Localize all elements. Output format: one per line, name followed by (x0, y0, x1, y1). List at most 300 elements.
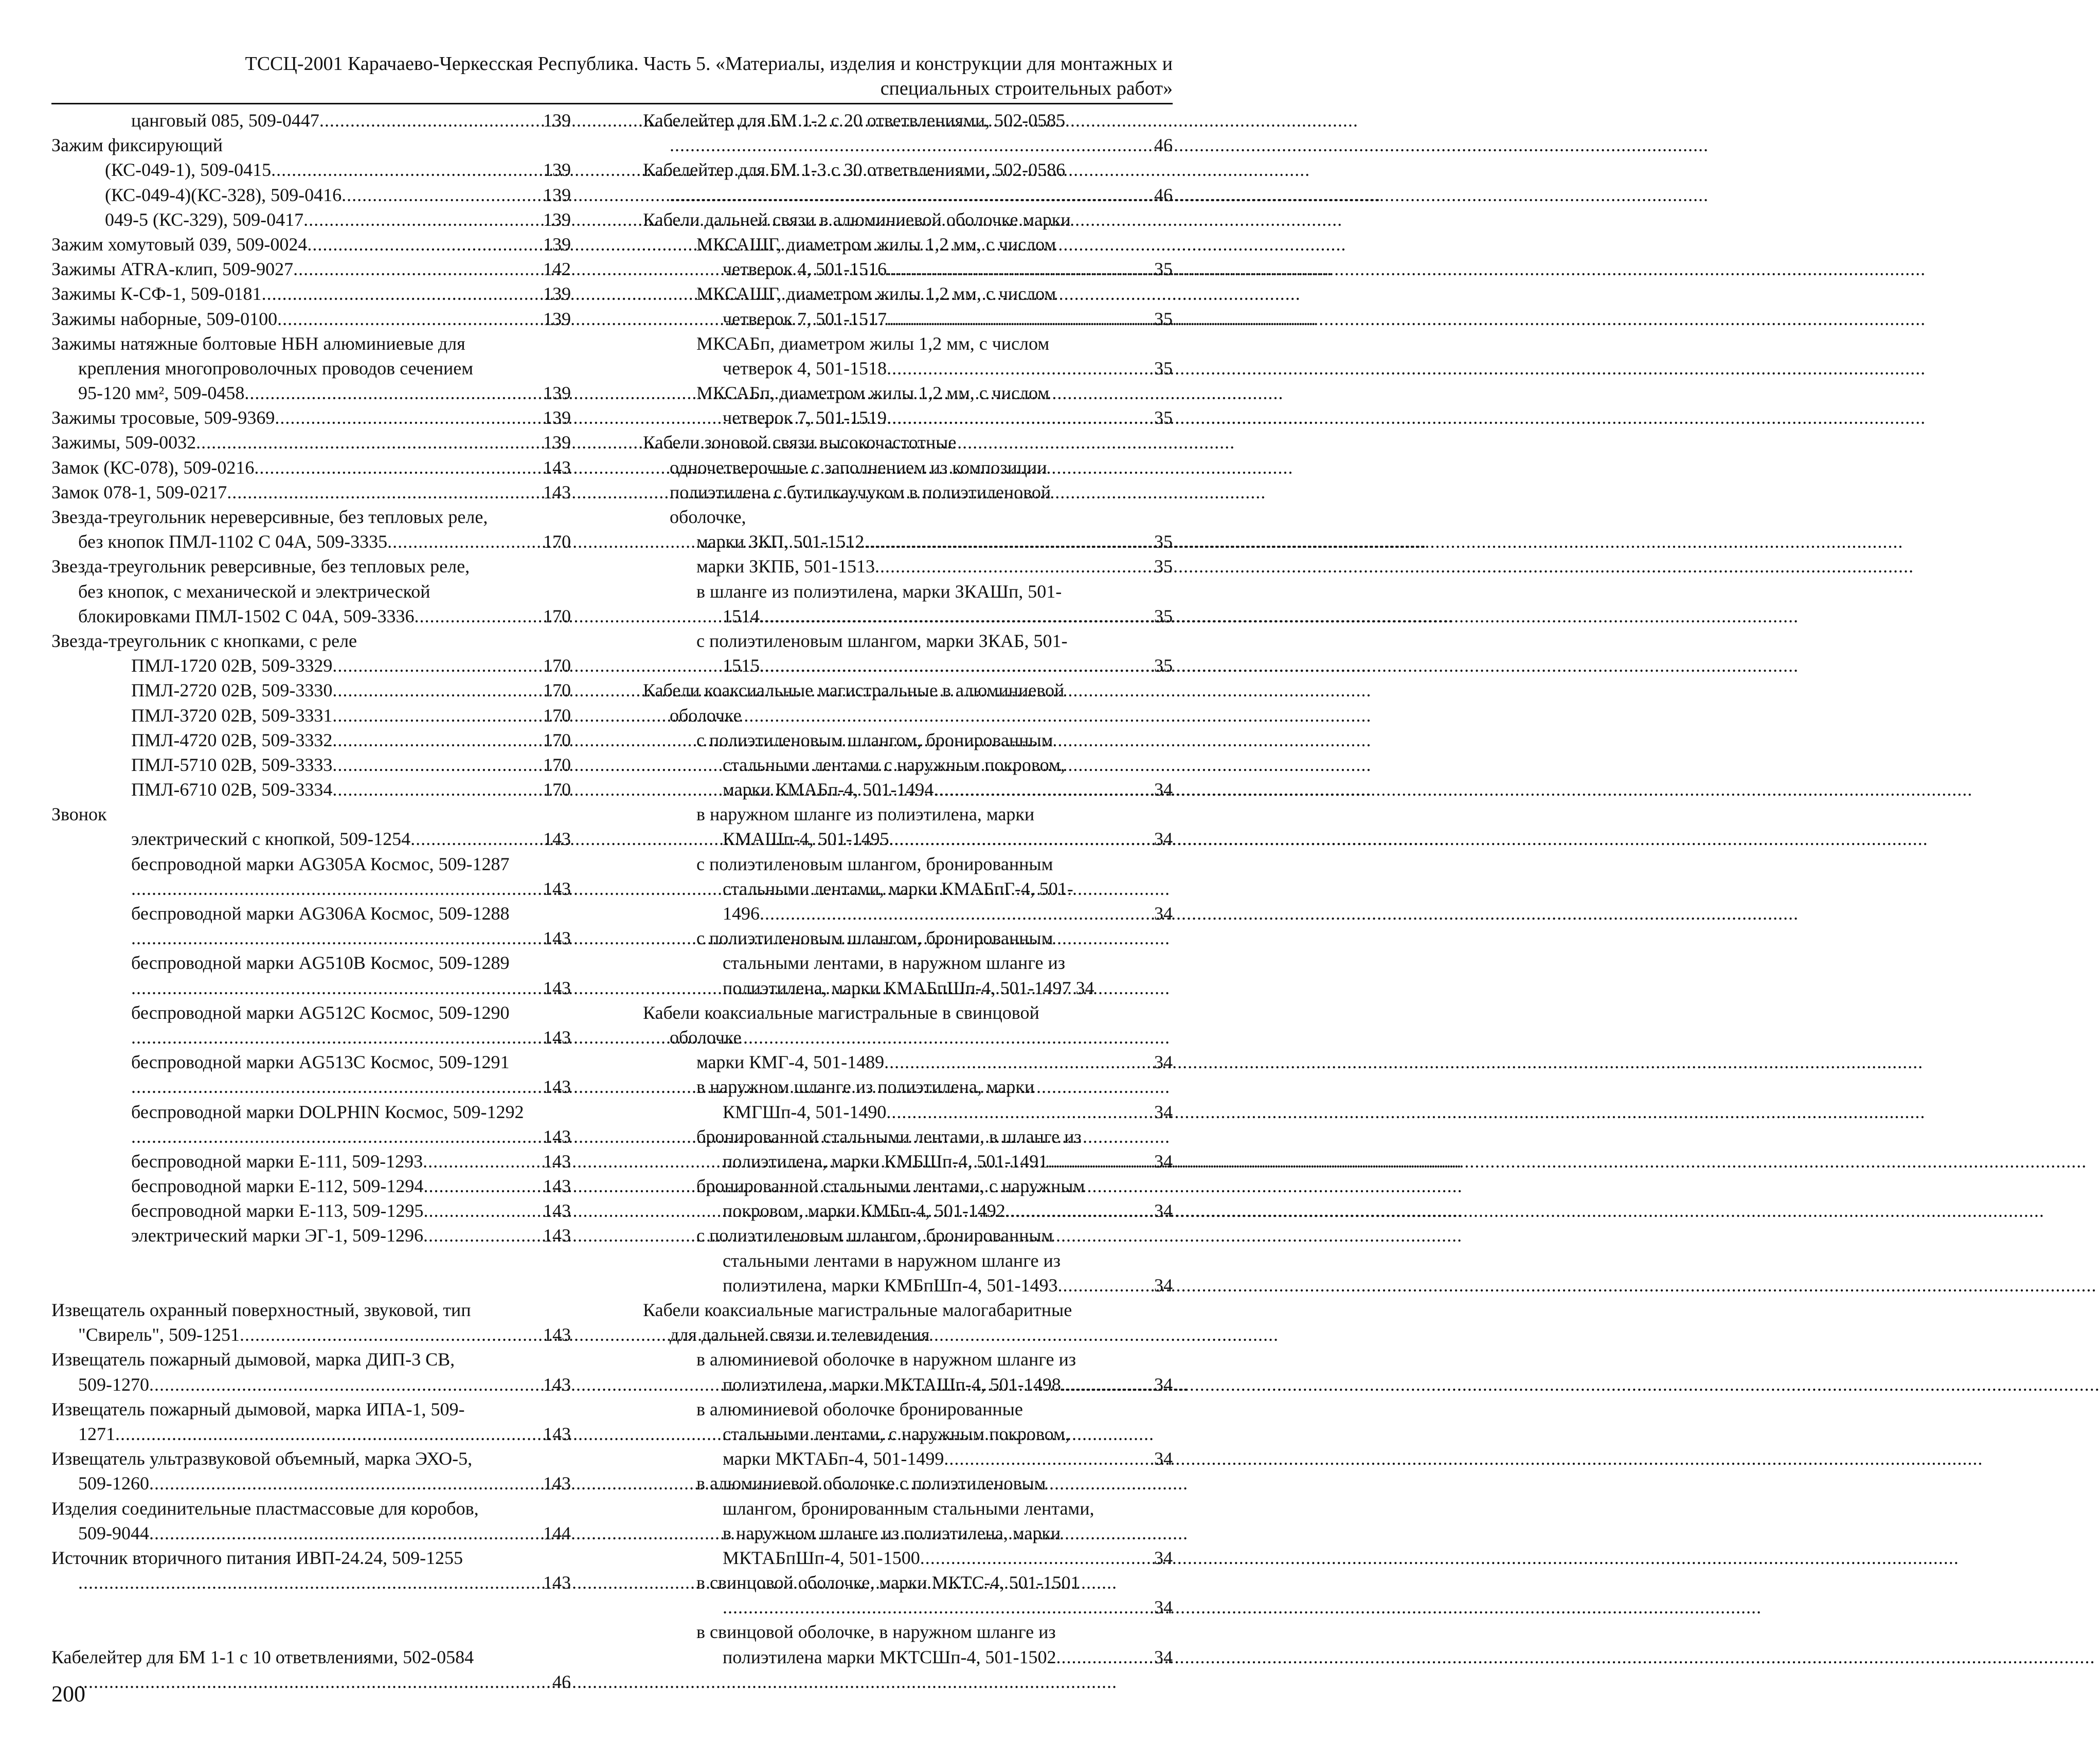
index-entry (643, 1322, 1173, 1347)
entry-text: стальными лентами, с наружным покровом, (723, 1423, 1070, 1444)
entry-text: беспроводной марки AG306A Космос, 509-1288 (131, 903, 510, 924)
dot-leader (889, 826, 1153, 851)
index-entry (643, 1074, 1173, 1099)
index-entry (643, 1570, 1173, 1595)
index-entry (51, 1322, 571, 1347)
index-entry (643, 976, 1173, 1000)
entry-text: четверок 4, 501-1516 (723, 259, 887, 280)
entry-text: беспроводной марки AG513C Космос, 509-1291 (131, 1052, 510, 1073)
index-entry (51, 876, 571, 901)
entry-text: марки ЗКПБ, 501-1513 (696, 556, 875, 577)
index-entry (51, 554, 571, 579)
dot-leader (115, 1422, 542, 1446)
entry-page-number: 34 (1154, 1597, 1173, 1618)
spacer (51, 1595, 571, 1620)
dot-leader (886, 1100, 1153, 1124)
index-entry (643, 505, 1173, 529)
dot-leader (78, 1570, 542, 1595)
dot-leader (196, 430, 542, 455)
entry-text: ПМЛ-1720 02В, 509-3329 (131, 655, 333, 676)
dot-leader (319, 108, 542, 133)
spacer (51, 1248, 571, 1273)
entry-page-number: 143 (543, 1374, 571, 1395)
entry-text: стальными лентами, марки КМАБпГ-4, 501- (723, 878, 1073, 899)
entry-page-number: 170 (543, 655, 571, 676)
index-entry (643, 777, 1173, 802)
dot-leader (332, 728, 542, 752)
index-entry (51, 1074, 571, 1099)
entry-page-number: 143 (543, 1150, 571, 1172)
entry-page-number: 34 (1154, 1150, 1173, 1172)
index-entry (51, 405, 571, 430)
entry-text: крепления многопроволочных проводов сечением (78, 357, 473, 379)
dot-leader (131, 926, 542, 950)
dot-leader (1057, 1273, 1153, 1298)
entry-text: марки МКТАБп-4, 501-1499 (723, 1448, 944, 1469)
index-entry (643, 331, 1173, 356)
entry-text: 509-1270 (78, 1374, 149, 1395)
dot-leader (423, 1149, 542, 1174)
entry-text: в алюминиевой оболочке бронированные (696, 1398, 1023, 1419)
index-entry (643, 1000, 1173, 1025)
dot-leader (293, 257, 542, 281)
index-entry (643, 207, 1173, 232)
entry-page-number: 34 (1154, 1274, 1173, 1296)
index-entry (51, 752, 571, 777)
index-entry (51, 1100, 571, 1124)
running-header (51, 51, 1173, 101)
index-entry (643, 1174, 1173, 1198)
entry-text: марки ЗКП, 501-1512 (696, 531, 865, 552)
index-entry (51, 281, 571, 306)
index-entry (51, 976, 571, 1000)
index-entry (51, 1545, 571, 1570)
entry-text: стальными лентами, в наружном шланге из (723, 952, 1065, 974)
entry-page-number: 46 (552, 1671, 571, 1692)
index-entry (643, 728, 1173, 752)
dot-leader (303, 207, 542, 232)
entry-text: оболочке (670, 705, 742, 726)
dot-leader (887, 257, 1153, 281)
index-entry (643, 802, 1173, 826)
entry-text: беспроводной марки AG510B Космос, 509-1289 (131, 952, 510, 974)
index-entry (643, 1521, 1173, 1545)
entry-page-number: 34 (1154, 1547, 1173, 1568)
index-entry (643, 678, 1173, 703)
index-entry (643, 529, 1173, 554)
header-rule (51, 103, 1173, 104)
entry-text: МКСАБп, диаметром жилы 1,2 мм, с числом (696, 333, 1050, 354)
entry-page-number: 35 (1154, 357, 1173, 379)
index-entry (51, 257, 571, 281)
entry-text: полиэтилена, марки КМБШп-4, 501-1491 (723, 1150, 1048, 1172)
entry-text: с полиэтиленовым шлангом, бронированным (696, 729, 1053, 750)
entry-page-number: 139 (543, 184, 571, 205)
index-entry (51, 678, 571, 703)
index-entry (51, 1174, 571, 1198)
index-entry (51, 703, 571, 728)
entry-text: 509-1260 (78, 1473, 149, 1494)
index-entry (643, 1372, 1173, 1397)
entry-text: электрический марки ЭГ-1, 509-1296 (131, 1225, 424, 1246)
dot-leader (415, 604, 542, 628)
index-entry (643, 1422, 1173, 1446)
index-entry (51, 826, 571, 851)
dot-leader (275, 405, 542, 430)
index-entry (643, 133, 1173, 157)
index-entry (51, 1645, 571, 1669)
dot-leader (78, 1669, 551, 1694)
entry-page-number: 143 (543, 481, 571, 502)
dot-leader (875, 554, 1153, 579)
dot-leader (149, 1471, 542, 1496)
index-entry (643, 1248, 1173, 1273)
index-entry (643, 1198, 1173, 1223)
entry-text: полиэтилена, марки КМАБпШп-4, 501-1497 34 (723, 977, 1094, 998)
dot-leader (387, 529, 542, 554)
entry-page-number: 34 (1154, 829, 1173, 850)
dot-leader (887, 307, 1153, 331)
index-entry (643, 703, 1173, 728)
entry-page-number: 35 (1154, 308, 1173, 329)
entry-page-number: 139 (543, 308, 571, 329)
entry-text: в свинцовой оболочке, в наружном шланге из (696, 1622, 1056, 1643)
dot-leader (1061, 1372, 1153, 1397)
dot-leader (760, 901, 1153, 926)
index-entry (51, 1025, 571, 1050)
dot-leader (131, 976, 542, 1000)
entry-text: в наружном шланге из полиэтилена, марки (696, 804, 1035, 825)
index-entry (643, 157, 1173, 182)
entry-page-number: 142 (543, 259, 571, 280)
dot-leader (342, 183, 542, 207)
entry-text: стальными лентами с наружным покровом, (723, 754, 1065, 775)
index-entry (51, 430, 571, 455)
dot-leader (760, 604, 1153, 628)
index-entry (51, 777, 571, 802)
entry-page-number: 35 (1154, 259, 1173, 280)
entry-text: полиэтилена с бутилкаучуком в полиэтиленовой (670, 481, 1051, 502)
entry-page-number: 139 (543, 110, 571, 131)
entry-page-number: 35 (1154, 556, 1173, 577)
entry-text: стальными лентами в наружном шланге из (723, 1250, 1061, 1271)
entry-text: Кабели дальней связи в алюминиевой оболочке марки (643, 209, 1071, 230)
spacer (51, 1620, 571, 1644)
index-entry (51, 1422, 571, 1446)
entry-text: Изделия соединительные пластмассовые для коробов, (51, 1498, 479, 1519)
entry-page-number: 35 (1154, 605, 1173, 626)
entry-page-number: 170 (543, 531, 571, 552)
index-entry (643, 281, 1173, 306)
entry-page-number: 170 (543, 779, 571, 800)
entry-text: Зажим хомутовый 039, 509-0024 (51, 233, 308, 255)
entry-text: беспроводной марки AG305A Космос, 509-1287 (131, 853, 510, 874)
entry-text: Зажимы тросовые, 509-9369 (51, 407, 275, 428)
entry-page-number: 143 (543, 1473, 571, 1494)
index-entry (643, 1025, 1173, 1050)
dot-leader (1006, 1198, 1153, 1223)
dot-leader (332, 703, 542, 728)
dot-leader (944, 1446, 1153, 1471)
index-entry (643, 1100, 1173, 1124)
entry-text: без кнопок, с механической и электрической (78, 581, 430, 602)
entry-text: четверок 7, 501-1517 (723, 308, 887, 329)
dot-leader (240, 1322, 542, 1347)
index-entry (643, 183, 1173, 207)
entry-page-number: 143 (543, 1076, 571, 1098)
entry-text: покровом, марки КМБп-4, 501-1492 (723, 1200, 1006, 1221)
entry-text: Зажим фиксирующий (51, 135, 223, 156)
entry-text: Кабелейтер для БМ 1-3 с 30 ответвлениями, 502-0586 (643, 159, 1066, 181)
dot-leader (864, 529, 1153, 554)
entry-page-number: 170 (543, 680, 571, 701)
entry-text: ПМЛ-6710 02В, 509-3334 (131, 779, 333, 800)
entry-page-number: 34 (1154, 779, 1173, 800)
index-entry (51, 1372, 571, 1397)
index-entry (643, 554, 1173, 579)
dot-leader (307, 232, 542, 257)
entry-text: Звезда-треугольник реверсивные, без тепловых реле, (51, 556, 470, 577)
index-entry (51, 1298, 571, 1322)
entry-page-number: 170 (543, 605, 571, 626)
entry-page-number: 35 (1154, 531, 1173, 552)
entry-text: электрический с кнопкой, 509-1254 (131, 829, 411, 850)
index-entry (643, 356, 1173, 381)
index-entry (51, 926, 571, 950)
dot-leader (723, 1595, 1153, 1620)
index-entry (51, 852, 571, 876)
dot-leader (332, 777, 542, 802)
entry-text: в наружном шланге из полиэтилена, марки (723, 1522, 1061, 1543)
entry-text: Извещатель охранный поверхностный, звуковой, тип (51, 1300, 471, 1320)
entry-text: Зажимы наборные, 509-0100 (51, 308, 278, 329)
entry-text: ПМЛ-2720 02В, 509-3330 (131, 680, 333, 701)
dot-leader (262, 281, 542, 306)
index-entry (51, 1496, 571, 1521)
entry-text: полиэтилена, марки КМБпШп-4, 501-1493 (723, 1274, 1058, 1296)
index-entry (643, 1471, 1173, 1496)
dot-leader (760, 653, 1153, 678)
entry-text: беспроводной марки Е-111, 509-1293 (131, 1150, 423, 1172)
entry-text: ПМЛ-5710 02В, 509-3333 (131, 754, 333, 775)
dot-leader (254, 455, 542, 480)
entry-text: Звонок (51, 804, 107, 825)
index-entry (643, 381, 1173, 405)
spacer (51, 1273, 571, 1298)
index-entry (643, 1124, 1173, 1149)
dot-leader (332, 678, 542, 703)
index-entry (51, 950, 571, 975)
index-entry (643, 628, 1173, 653)
index-entry (643, 926, 1173, 950)
index-entry (643, 455, 1173, 480)
entry-page-number: 35 (1154, 655, 1173, 676)
entry-text: цанговый 085, 509-0447 (131, 110, 319, 131)
dot-leader (332, 752, 542, 777)
dot-leader (277, 307, 542, 331)
index-entry (51, 1050, 571, 1074)
entry-page-number: 34 (1154, 1052, 1173, 1073)
index-entry (643, 752, 1173, 777)
entry-text: Источник вторичного питания ИВП-24.24, 509-1255 (51, 1547, 463, 1568)
entry-text: марки КМГ-4, 501-1489 (696, 1052, 885, 1073)
index-entry (643, 901, 1173, 926)
entry-text: МКТАБпШп-4, 501-1500 (723, 1547, 920, 1568)
index-entry (51, 1223, 571, 1248)
index-column-right (643, 108, 1173, 1669)
dot-leader (887, 356, 1153, 381)
index-entry (51, 480, 571, 505)
entry-page-number: 143 (543, 1423, 571, 1444)
index-entry (51, 307, 571, 331)
entry-text: КМГШп-4, 501-1490 (723, 1101, 887, 1122)
dot-leader (410, 826, 542, 851)
entry-page-number: 170 (543, 705, 571, 726)
index-entry (51, 1149, 571, 1174)
index-entry (51, 331, 571, 356)
index-entry (643, 1347, 1173, 1372)
entry-page-number: 46 (1154, 184, 1173, 205)
header-line-1: ТССЦ-2001 Карачаево-Черкесская Республика. Часть 5. «Материалы, изделия и конструкции для монтажных и (245, 53, 1173, 75)
dot-leader (670, 183, 1153, 207)
dot-leader (131, 1025, 542, 1050)
entry-page-number: 34 (1154, 1448, 1173, 1469)
entry-text: Кабели коаксиальные магистральные в свинцовой (643, 1002, 1039, 1023)
index-entry (51, 653, 571, 678)
index-entry (643, 1620, 1173, 1644)
entry-page-number: 143 (543, 1225, 571, 1246)
index-entry (643, 826, 1173, 851)
index-entry (643, 1545, 1173, 1570)
entry-text: Зажимы, 509-0032 (51, 432, 196, 453)
dot-leader (423, 1174, 542, 1198)
dot-leader (271, 157, 542, 182)
entry-text: Зажимы натяжные болтовые НБН алюминиевые для (51, 333, 465, 354)
index-entry (643, 1050, 1173, 1074)
entry-text: Кабели коаксиальные магистральные малогабаритные (643, 1300, 1072, 1320)
entry-text: с полиэтиленовым шлангом, марки ЗКАБ, 501- (696, 630, 1068, 651)
entry-text: Кабели коаксиальные магистральные в алюминиевой (643, 680, 1065, 701)
entry-text: Звезда-треугольник нереверсивные, без тепловых реле, (51, 507, 488, 527)
entry-page-number: 139 (543, 383, 571, 404)
entry-text: с полиэтиленовым шлангом, бронированным (696, 853, 1053, 874)
entry-text: бронированной стальными лентами, с наружным (696, 1176, 1085, 1197)
dot-leader (1048, 1149, 1153, 1174)
entry-text: в наружном шланге из полиэтилена, марки (696, 1076, 1035, 1098)
entry-text: одночетверочные с заполнением из композиции (670, 457, 1047, 478)
entry-text: марки КМАБп-4, 501-1494 (723, 779, 934, 800)
index-entry (643, 257, 1173, 281)
entry-page-number: 46 (1154, 135, 1173, 156)
dot-leader (887, 405, 1153, 430)
entry-page-number: 170 (543, 729, 571, 750)
index-entry (51, 1669, 571, 1694)
index-entry (643, 950, 1173, 975)
entry-text: в алюминиевой оболочке с полиэтиленовым (696, 1473, 1046, 1494)
page-number: 200 (51, 1681, 85, 1706)
entry-text: 1514 (723, 605, 760, 626)
index-entry (51, 901, 571, 926)
entry-text: "Свирель", 509-1251 (78, 1324, 240, 1345)
index-entry (51, 728, 571, 752)
entry-text: 1496 (723, 903, 760, 924)
dot-leader (131, 876, 542, 901)
entry-page-number: 143 (543, 928, 571, 949)
entry-text: 95-120 мм², 509-0458 (78, 383, 245, 404)
entry-page-number: 143 (543, 829, 571, 850)
entry-text: оболочке, (670, 507, 746, 527)
entry-text: беспроводной марки Е-113, 509-1295 (131, 1200, 424, 1221)
index-entry (643, 604, 1173, 628)
index-entry (51, 529, 571, 554)
dot-leader (670, 133, 1153, 157)
index-entry (51, 1198, 571, 1223)
dot-leader (332, 653, 542, 678)
index-entry (643, 1595, 1173, 1620)
entry-page-number: 144 (543, 1522, 571, 1543)
entry-page-number: 143 (543, 878, 571, 899)
index-entry (643, 1397, 1173, 1422)
entry-text: с полиэтиленовым шлангом, бронированным (696, 1225, 1053, 1246)
entry-text: Зажимы ATRA-клип, 509-9027 (51, 259, 294, 280)
entry-text: Извещатель ультразвуковой объемный, марка ЭХО-5, (51, 1448, 473, 1469)
entry-text: беспроводной марки AG512C Космос, 509-1290 (131, 1002, 510, 1023)
entry-text: без кнопок ПМЛ-1102 С 04А, 509-3335 (78, 531, 388, 552)
entry-page-number: 143 (543, 1126, 571, 1147)
header-line-2: специальных строительных работ» (880, 78, 1173, 99)
entry-text: Извещатель пожарный дымовой, марка ДИП-3 СВ, (51, 1349, 455, 1370)
entry-page-number: 143 (543, 1176, 571, 1197)
entry-page-number: 139 (543, 432, 571, 453)
entry-text: для дальней связи и телевидения (670, 1324, 930, 1345)
entry-page-number: 139 (543, 159, 571, 181)
entry-page-number: 170 (543, 754, 571, 775)
entry-text: с полиэтиленовым шлангом, бронированным (696, 928, 1053, 949)
entry-text: ПМЛ-4720 02В, 509-3332 (131, 729, 333, 750)
dot-leader (1056, 1645, 1153, 1669)
entry-page-number: 139 (543, 283, 571, 304)
index-entry (51, 232, 571, 257)
entry-text: МКСАШГ, диаметром жилы 1,2 мм, с числом (696, 283, 1056, 304)
entry-page-number: 34 (1154, 1101, 1173, 1122)
index-entry (51, 157, 571, 182)
entry-page-number: 143 (543, 977, 571, 998)
entry-text: оболочке (670, 1027, 742, 1048)
index-entry (643, 579, 1173, 604)
dot-leader (149, 1372, 542, 1397)
index-entry (51, 183, 571, 207)
entry-page-number: 143 (543, 1200, 571, 1221)
index-entry (51, 505, 571, 529)
index-entry (51, 207, 571, 232)
entry-text: 049-5 (КС-329), 509-0417 (105, 209, 304, 230)
entry-text: полиэтилена, марки МКТАШп-4, 501-1498 (723, 1374, 1061, 1395)
entry-text: Кабелейтер для БМ 1-1 с 10 ответвлениями, 502-0584 (51, 1646, 474, 1667)
index-entry (51, 1000, 571, 1025)
index-entry (51, 1471, 571, 1496)
dot-leader (884, 1050, 1153, 1074)
entry-text: блокировками ПМЛ-1502 С 04А, 509-3336 (78, 605, 415, 626)
index-entry (51, 356, 571, 381)
entry-page-number: 143 (543, 1324, 571, 1345)
index-entry (51, 1124, 571, 1149)
entry-text: Замок 078-1, 509-0217 (51, 481, 227, 502)
entry-text: беспроводной марки Е-112, 509-1294 (131, 1176, 424, 1197)
index-entry (51, 802, 571, 826)
index-entry (51, 133, 571, 157)
index-entry (51, 108, 571, 133)
dot-leader (423, 1198, 542, 1223)
